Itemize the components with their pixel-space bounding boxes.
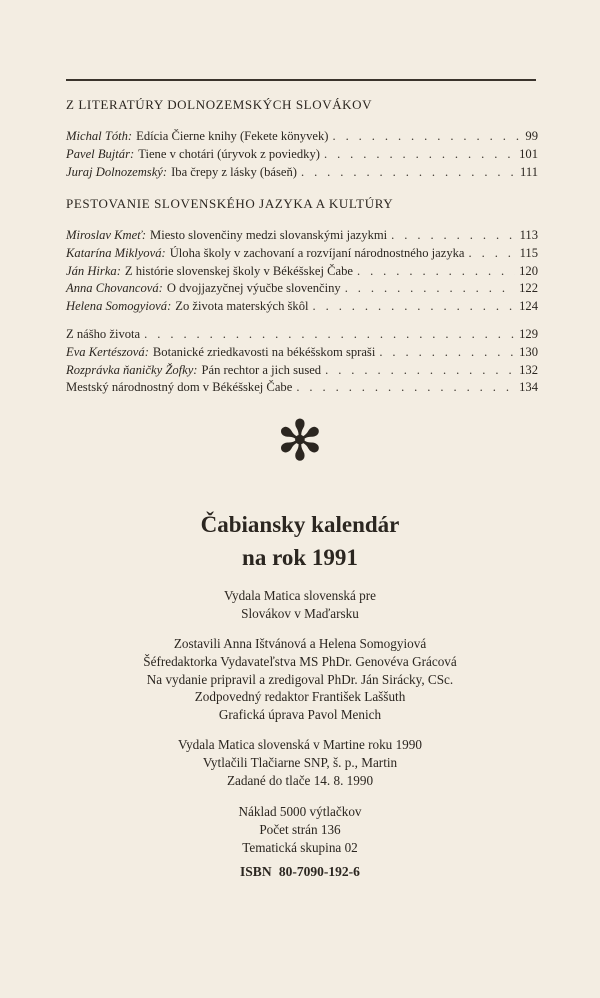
entry-page: 122 <box>519 281 538 296</box>
entry-author: Pavel Bujtár: <box>66 146 135 161</box>
print-line: Zadané do tlače 14. 8. 1990 <box>226 772 374 788</box>
leader-dots <box>357 264 515 279</box>
leader-dots <box>325 363 515 378</box>
entry-title: Edícia Čierne knihy (Fekete könyvek) <box>136 129 329 143</box>
toc-section-misc <box>66 327 538 398</box>
title-line-1: Čabiansky kalendár <box>200 512 400 537</box>
leader-dots <box>144 327 515 342</box>
leader-dots <box>379 345 515 360</box>
entry-title: Iba črepy z lásky (báseň) <box>171 164 297 179</box>
entry-title: Mestský národnostný dom v Békéšskej Čabe <box>66 380 293 395</box>
entry-title: Tiene v chotári (úryvok z poviedky) <box>138 146 320 161</box>
credit-line: Na vydanie pripravil a zredigoval PhDr. Ján Sirácky, CSc. <box>146 671 454 687</box>
entry-author: Juraj Dolnozemský: <box>66 164 168 179</box>
entry-page: 99 <box>525 129 538 143</box>
leader-dots <box>301 165 516 180</box>
book-title <box>0 508 600 574</box>
entry-title: O dvojjazyčnej výučbe slovenčiny <box>166 281 341 296</box>
entry-author: Katarína Miklyová: <box>66 245 166 260</box>
entry-author: Michal Tóth: <box>66 129 133 143</box>
title-line-2: na rok 1991 <box>242 545 358 570</box>
leader-dots <box>469 246 516 261</box>
credit-line: Grafická úprava Pavol Menich <box>218 707 382 723</box>
publisher-block <box>0 587 600 623</box>
credit-line: Zostavili Anna Ištvánová a Helena Somogyiová <box>173 636 427 651</box>
leader-dots <box>313 299 516 314</box>
asterisk-ornament-icon: ✻ <box>276 409 324 474</box>
entry-title: Botanické zriedkavosti na békéšskom spraši <box>152 344 376 359</box>
toc-entry <box>66 264 538 282</box>
entry-page: 124 <box>519 299 538 314</box>
entry-page: 120 <box>519 263 538 278</box>
entry-author: Anna Chovancová: <box>66 281 163 296</box>
toc-entry <box>66 345 538 363</box>
credit-line: Šéfredaktorka Vydavateľstva MS PhDr. Genovéva Grácová <box>143 653 457 669</box>
entry-title: Pán rechtor a jich sused <box>201 362 322 377</box>
toc-entry <box>66 228 538 246</box>
entry-author: Helena Somogyiová: <box>66 299 172 314</box>
section-heading: Z LITERATÚRY DOLNOZEMSKÝCH SLOVÁKOV <box>66 97 373 112</box>
leader-dots <box>296 380 515 395</box>
toc-entry <box>66 165 538 183</box>
entry-page: 113 <box>519 228 538 242</box>
entry-author: Ján Hirka: <box>66 263 121 278</box>
entry-page: 134 <box>519 380 538 395</box>
toc-entry <box>66 129 538 147</box>
leader-dots <box>345 281 515 296</box>
print-info-block <box>0 736 600 789</box>
entry-page: 115 <box>519 245 538 260</box>
entry-author: Miroslav Kmeť: <box>66 228 147 242</box>
entry-page: 132 <box>519 362 538 377</box>
stats-block <box>0 803 600 856</box>
entry-author: Eva Kertészová: <box>66 344 149 359</box>
entry-title: Z histórie slovenskej školy v Békéšskej Čabe <box>124 263 353 278</box>
toc-entry <box>66 299 538 317</box>
publisher-line: Vydala Matica slovenská pre <box>224 588 376 603</box>
toc-section-language <box>66 196 538 317</box>
entry-title: Miesto slovenčiny medzi slovanskými jazykmi <box>150 228 388 242</box>
toc-entry <box>66 327 538 345</box>
section-heading: PESTOVANIE SLOVENSKÉHO JAZYKA A KULTÚRY <box>66 196 394 211</box>
leader-dots <box>332 129 521 144</box>
stat-line: Tematická skupina 02 <box>242 839 358 855</box>
print-line: Vytlačili Tlačiarne SNP, š. p., Martin <box>202 754 398 770</box>
stat-line: Počet strán 136 <box>259 821 341 837</box>
toc-entry <box>66 363 538 381</box>
top-rule <box>66 79 536 81</box>
leader-dots <box>324 147 515 162</box>
credits-block <box>0 635 600 724</box>
entry-title: Z nášho života <box>66 327 141 341</box>
leader-dots <box>391 228 515 243</box>
credit-line: Zodpovedný redaktor František Laššuth <box>194 689 406 705</box>
print-line: Vydala Matica slovenská v Martine roku 1990 <box>178 737 422 752</box>
toc-section-literature <box>66 97 538 182</box>
entry-title: Úloha školy v zachovaní a rozvíjaní národnostného jazyka <box>169 245 465 260</box>
toc-entry <box>66 380 538 398</box>
toc-entry <box>66 246 538 264</box>
entry-page: 111 <box>520 164 538 179</box>
stat-line: Náklad 5000 výtlačkov <box>238 804 362 819</box>
entry-author: Rozprávka ňaničky Žofky: <box>66 362 198 377</box>
publisher-line: Slovákov v Maďarsku <box>241 605 359 621</box>
entry-title: Zo života materských škôl <box>175 299 309 314</box>
entry-page: 101 <box>519 146 538 161</box>
toc-entry <box>66 147 538 165</box>
entry-page: 129 <box>519 327 538 341</box>
toc-entry <box>66 281 538 299</box>
entry-page: 130 <box>519 344 538 359</box>
isbn: ISBN 80-7090-192-6 <box>240 864 360 879</box>
